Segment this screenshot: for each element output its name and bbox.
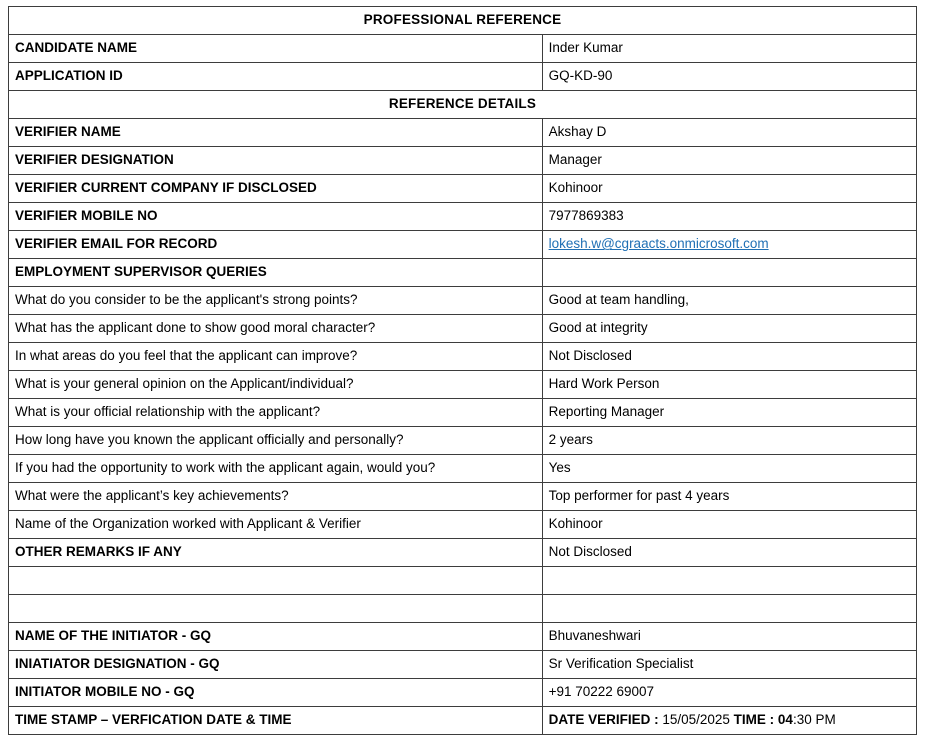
query-label-work-again: If you had the opportunity to work with the applicant again, would you? xyxy=(9,455,543,483)
query-value-moral-character: Good at integrity xyxy=(542,315,916,343)
verifier-email-label: VERIFIER EMAIL FOR RECORD xyxy=(9,231,543,259)
table-row xyxy=(9,343,917,371)
table-row xyxy=(9,287,917,315)
application-id-value: GQ-KD-90 xyxy=(542,63,916,91)
title-row xyxy=(9,7,917,35)
table-row xyxy=(9,539,917,567)
query-label-key-achievements: What were the applicant’s key achievements? xyxy=(9,483,543,511)
table-row xyxy=(9,623,917,651)
table-row xyxy=(9,119,917,147)
query-value-work-again: Yes xyxy=(542,455,916,483)
query-label-strong-points: What do you consider to be the applicant's strong points? xyxy=(9,287,543,315)
verifier-designation-label: VERIFIER DESIGNATION xyxy=(9,147,543,175)
query-value-strong-points: Good at team handling, xyxy=(542,287,916,315)
table-row xyxy=(9,371,917,399)
queries-header-row xyxy=(9,259,917,287)
queries-header-blank xyxy=(542,259,916,287)
initiator-mobile-value: +91 70222 69007 xyxy=(542,679,916,707)
table-row xyxy=(9,511,917,539)
verifier-name-label: VERIFIER NAME xyxy=(9,119,543,147)
initiator-header-right xyxy=(542,595,916,623)
table-row xyxy=(9,651,917,679)
table-row xyxy=(9,707,917,735)
candidate-name-value: Inder Kumar xyxy=(542,35,916,63)
other-remarks-label: OTHER REMARKS IF ANY xyxy=(9,539,543,567)
query-label-known-duration: How long have you known the applicant officially and personally? xyxy=(9,427,543,455)
table-row xyxy=(9,147,917,175)
query-value-official-relationship: Reporting Manager xyxy=(542,399,916,427)
verifier-company-value: Kohinoor xyxy=(542,175,916,203)
verifier-email-link[interactable]: lokesh.w@cgraacts.onmicrosoft.com xyxy=(548,236,769,252)
query-label-general-opinion: What is your general opinion on the Applicant/individual? xyxy=(9,371,543,399)
table-row xyxy=(9,483,917,511)
application-id-label: APPLICATION ID xyxy=(9,63,543,91)
table-row xyxy=(9,175,917,203)
verifier-company-label: VERIFIER CURRENT COMPANY IF DISCLOSED xyxy=(9,175,543,203)
reference-details-header-row xyxy=(9,91,917,119)
verifier-email-value xyxy=(542,231,916,259)
query-label-official-relationship: What is your official relationship with the applicant? xyxy=(9,399,543,427)
document-title: PROFESSIONAL REFERENCE xyxy=(9,7,917,35)
table-row xyxy=(9,231,917,259)
table-row xyxy=(9,679,917,707)
initiator-header-row xyxy=(9,595,917,623)
table-row xyxy=(9,63,917,91)
initiator-designation-value: Sr Verification Specialist xyxy=(542,651,916,679)
initiator-designation-label: INIATIATOR DESIGNATION - GQ xyxy=(9,651,543,679)
professional-reference-table xyxy=(8,6,917,735)
verifier-designation-value: Manager xyxy=(542,147,916,175)
query-label-moral-character: What has the applicant done to show good moral character? xyxy=(9,315,543,343)
query-label-organization-name: Name of the Organization worked with Applicant & Verifier xyxy=(9,511,543,539)
timestamp-value xyxy=(542,707,916,735)
initiator-name-label: NAME OF THE INITIATOR - GQ xyxy=(9,623,543,651)
table-row xyxy=(9,399,917,427)
timestamp-time-suffix: :30 PM xyxy=(792,712,836,728)
query-value-organization-name: Kohinoor xyxy=(542,511,916,539)
timestamp-label: TIME STAMP – VERFICATION DATE & TIME xyxy=(9,707,543,735)
timestamp-time-prefix: TIME : 04 xyxy=(733,712,793,728)
verifier-mobile-value: 7977869383 xyxy=(542,203,916,231)
verifier-name-value: Akshay D xyxy=(542,119,916,147)
initiator-mobile-label: INITIATOR MOBILE NO - GQ xyxy=(9,679,543,707)
query-value-general-opinion: Hard Work Person xyxy=(542,371,916,399)
query-value-known-duration: 2 years xyxy=(542,427,916,455)
spacer-row xyxy=(9,567,917,595)
other-remarks-value: Not Disclosed xyxy=(542,539,916,567)
initiator-header-left xyxy=(9,595,543,623)
reference-details-header: REFERENCE DETAILS xyxy=(9,91,917,119)
employment-supervisor-queries-header: EMPLOYMENT SUPERVISOR QUERIES xyxy=(9,259,543,287)
table-row xyxy=(9,203,917,231)
spacer-right xyxy=(542,567,916,595)
query-value-key-achievements: Top performer for past 4 years xyxy=(542,483,916,511)
table-row xyxy=(9,35,917,63)
query-value-improvement-areas: Not Disclosed xyxy=(542,343,916,371)
table-row xyxy=(9,427,917,455)
verifier-mobile-label: VERIFIER MOBILE NO xyxy=(9,203,543,231)
initiator-name-value: Bhuvaneshwari xyxy=(542,623,916,651)
timestamp-date: 15/05/2025 xyxy=(658,712,734,728)
table-row xyxy=(9,455,917,483)
timestamp-date-prefix: DATE VERIFIED : xyxy=(548,712,659,728)
spacer-left xyxy=(9,567,543,595)
candidate-name-label: CANDIDATE NAME xyxy=(9,35,543,63)
table-row xyxy=(9,315,917,343)
query-label-improvement-areas: In what areas do you feel that the applicant can improve? xyxy=(9,343,543,371)
